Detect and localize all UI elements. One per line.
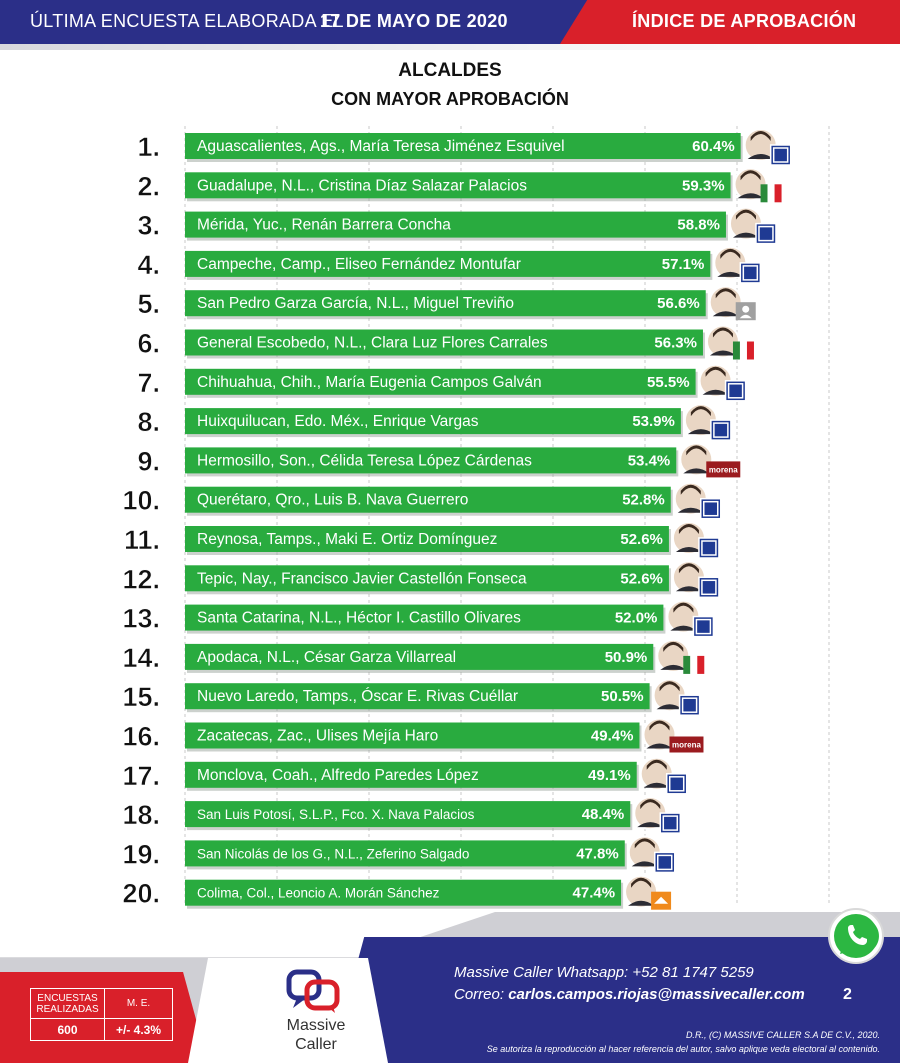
bar-label: Colima, Col., Leoncio A. Morán Sánchez xyxy=(197,885,440,901)
value-label: 49.1% xyxy=(588,766,631,784)
pri-logo-white xyxy=(768,184,775,202)
rank-label: 6. xyxy=(137,328,160,359)
massive-caller-logo-icon xyxy=(285,968,345,1014)
bar-label: San Pedro Garza García, N.L., Miguel Treviño xyxy=(197,295,515,313)
value-label: 48.4% xyxy=(581,806,625,824)
encuestas-header: ENCUESTAS REALIZADAS xyxy=(31,989,105,1019)
me-header: M. E. xyxy=(105,989,173,1019)
pri-logo-icon xyxy=(733,342,740,360)
value-label: 49.4% xyxy=(590,727,634,745)
logo-word-caller: Caller xyxy=(295,1036,337,1053)
value-label: 52.0% xyxy=(614,609,658,627)
bar-label: Zacatecas, Zac., Ulises Mejía Haro xyxy=(197,727,439,745)
email-label: Correo: xyxy=(454,986,505,1003)
rank-label: 3. xyxy=(137,210,160,241)
rank-label: 11. xyxy=(123,525,160,555)
pri-logo-red xyxy=(775,184,782,202)
rank-label: 14. xyxy=(122,642,160,673)
value-label: 58.8% xyxy=(677,216,720,234)
rank-label: 20. xyxy=(122,878,160,909)
bar-label: San Nicolás de los G., N.L., Zeferino Salgado xyxy=(197,846,470,862)
value-label: 47.4% xyxy=(572,884,616,902)
bar-label: Aguascalientes, Ags., María Teresa Jiménez Esquivel xyxy=(197,138,565,155)
value-label: 52.8% xyxy=(622,491,665,509)
bar-label: San Luis Potosí, S.L.P., Fco. X. Nava Palacios xyxy=(197,807,475,823)
bar-label: Reynosa, Tamps., Maki E. Ortiz Domínguez xyxy=(197,531,498,548)
rank-label: 13. xyxy=(122,603,160,634)
bar-label: Guadalupe, N.L., Cristina Díaz Salazar Palacios xyxy=(197,177,527,195)
encuestas-value: 600 xyxy=(31,1019,105,1041)
independent-head xyxy=(742,306,749,313)
value-label: 53.4% xyxy=(627,452,671,470)
bar-label: Campeche, Camp., Eliseo Fernández Montufar xyxy=(197,255,521,273)
survey-date-label: ÚLTIMA ENCUESTA ELABORADA EL xyxy=(30,11,344,31)
bar-label: Nuevo Laredo, Tamps., Óscar E. Rivas Cuéllar xyxy=(197,688,519,706)
legal-copyright: D.R., (C) MASSIVE CALLER S.A DE C.V., 2020. xyxy=(685,1030,880,1040)
legal-notice: Se autoriza la reproducción al hacer referencia del autor, salvo aplique veda electoral al contenido. xyxy=(486,1044,880,1054)
bar-label: Apodaca, N.L., César Garza Villarreal xyxy=(197,648,457,666)
rank-label: 15. xyxy=(122,682,160,713)
value-label: 50.9% xyxy=(604,648,648,666)
rank-label: 7. xyxy=(137,367,160,398)
rank-label: 4. xyxy=(137,249,160,280)
survey-date: 17 DE MAYO DE 2020 xyxy=(320,11,508,31)
rank-label: 16. xyxy=(122,721,160,752)
whatsapp-contact: Massive Caller Whatsapp: +52 81 1747 5259 xyxy=(454,964,754,981)
rank-label: 5. xyxy=(137,289,160,320)
bar-label: General Escobedo, N.L., Clara Luz Flores Carrales xyxy=(197,334,548,352)
rank-label: 18. xyxy=(122,800,160,831)
bar-label: Hermosillo, Son., Célida Teresa López Cárdenas xyxy=(197,452,532,470)
bar-label: Chihuahua, Chih., María Eugenia Campos Galván xyxy=(197,373,542,391)
value-label: 55.5% xyxy=(647,373,690,391)
me-value: +/- 4.3% xyxy=(105,1019,173,1041)
chart-subtitle: CON MAYOR APROBACIÓN xyxy=(331,89,569,109)
morena-logo-text: morena xyxy=(708,465,738,475)
rank-label: 1. xyxy=(137,132,160,162)
survey-stats-table xyxy=(30,988,173,1041)
value-label: 60.4% xyxy=(692,138,735,155)
value-label: 52.6% xyxy=(620,531,663,548)
rank-label: 19. xyxy=(122,839,160,870)
pri-logo-white xyxy=(740,342,747,360)
email-address[interactable]: carlos.campos.riojas@massivecaller.com xyxy=(508,986,805,1003)
morena-logo-text: morena xyxy=(672,740,701,750)
pri-logo-red xyxy=(697,656,704,674)
bar-label: Tepic, Nay., Francisco Javier Castellón Fonseca xyxy=(197,570,527,588)
rank-label: 17. xyxy=(122,760,160,791)
value-label: 56.3% xyxy=(654,334,697,352)
chart-title: ALCALDES xyxy=(398,60,502,81)
rank-label: 10. xyxy=(122,485,160,516)
rank-label: 8. xyxy=(137,407,160,438)
value-label: 52.6% xyxy=(620,570,663,588)
rank-label: 2. xyxy=(137,171,160,202)
pri-logo-white xyxy=(690,656,697,674)
pri-logo-red xyxy=(747,342,754,360)
rank-label: 9. xyxy=(137,446,160,477)
bar-label: Santa Catarina, N.L., Héctor I. Castillo Olivares xyxy=(197,609,521,627)
pri-logo-icon xyxy=(683,656,690,674)
section-title: ÍNDICE DE APROBACIÓN xyxy=(632,11,857,31)
bar-label: Monclova, Coah., Alfredo Paredes López xyxy=(197,766,479,784)
value-label: 53.9% xyxy=(632,413,675,431)
bar-label: Mérida, Yuc., Renán Barrera Concha xyxy=(197,216,451,234)
value-label: 59.3% xyxy=(682,177,725,195)
pri-logo-icon xyxy=(761,184,768,202)
email-contact xyxy=(454,986,805,1003)
value-label: 56.6% xyxy=(657,295,700,313)
bar-label: Huixquilucan, Edo. Méx., Enrique Vargas xyxy=(197,413,479,431)
whatsapp-icon[interactable] xyxy=(826,906,886,966)
value-label: 57.1% xyxy=(661,255,705,273)
bar-label: Querétaro, Qro., Luis B. Nava Guerrero xyxy=(197,491,469,509)
page-number: 2 xyxy=(843,986,852,1003)
value-label: 47.8% xyxy=(576,845,619,863)
rank-label: 12. xyxy=(122,564,160,595)
value-label: 50.5% xyxy=(601,688,644,706)
logo-word-massive: Massive xyxy=(286,1017,346,1034)
